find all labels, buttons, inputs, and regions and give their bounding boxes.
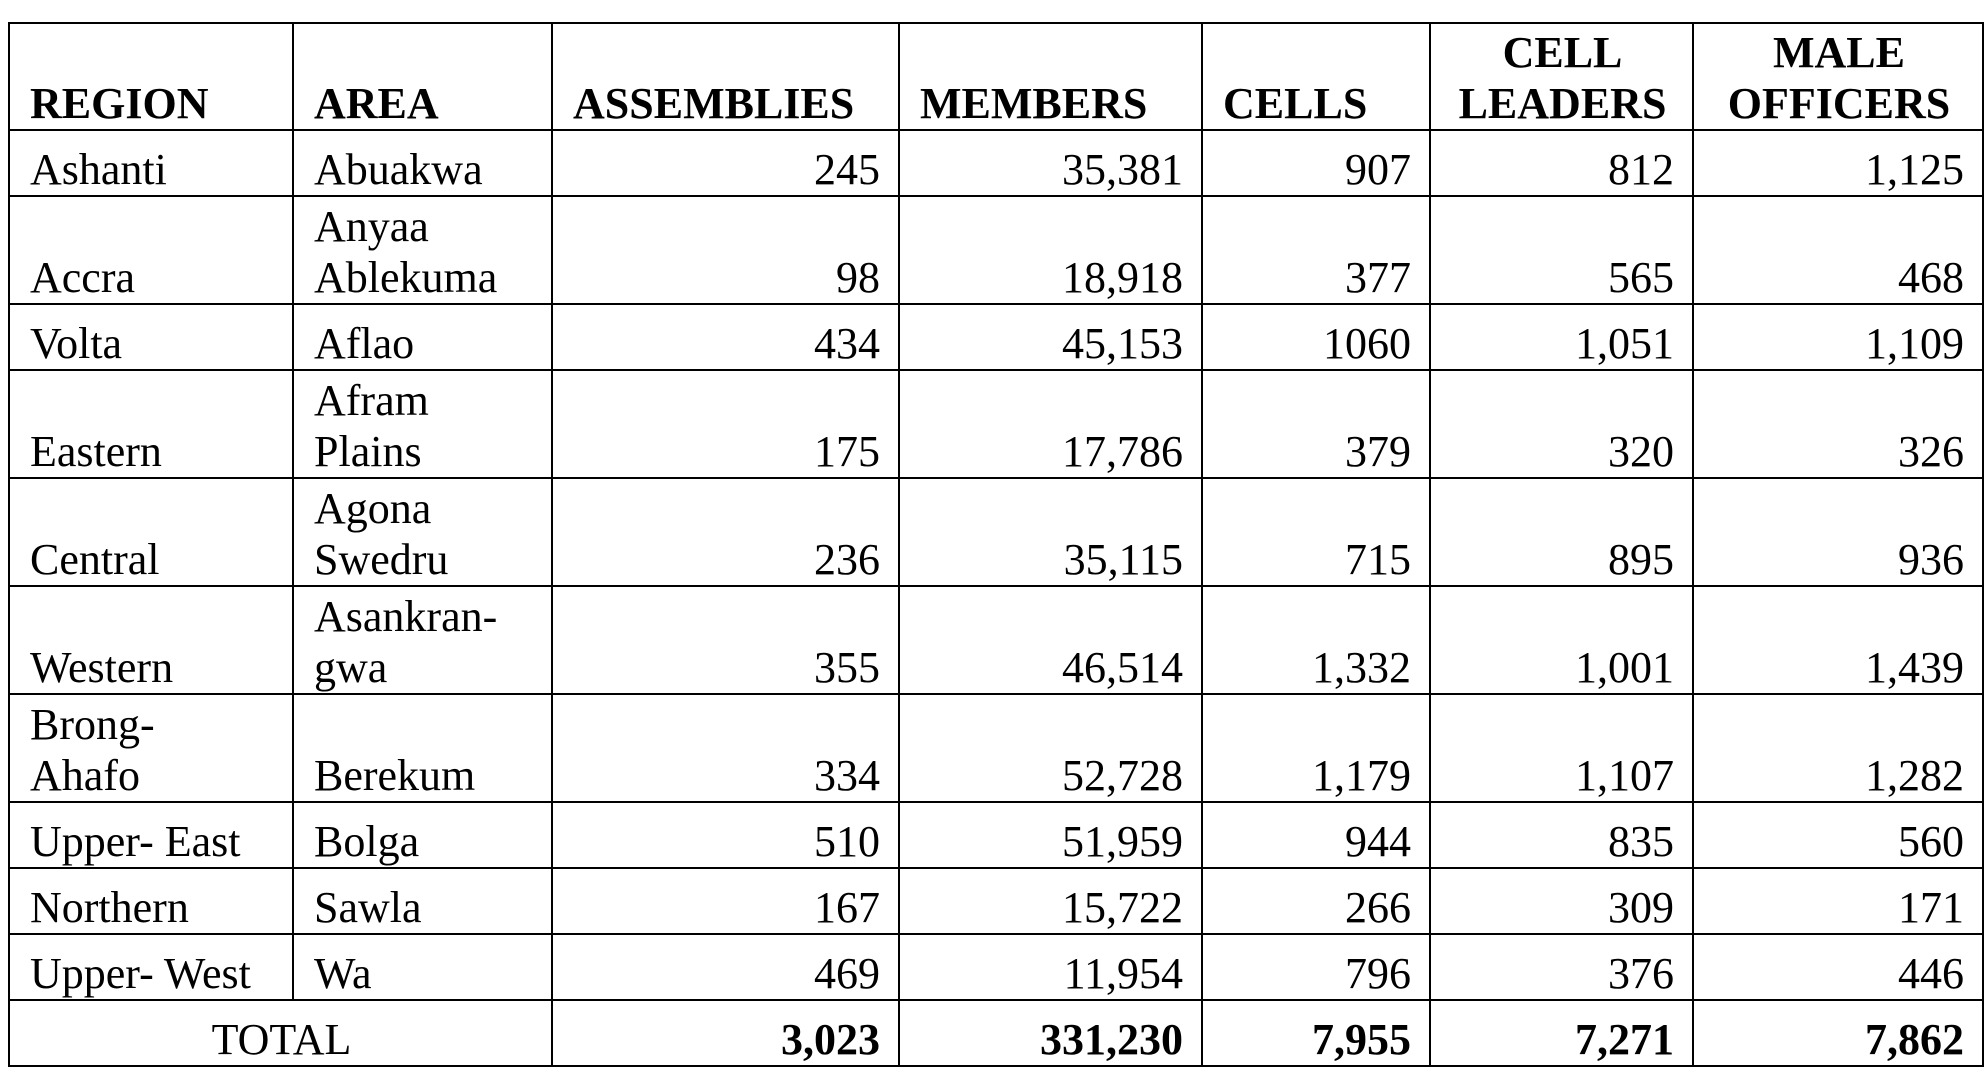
header-area: AREA [293, 23, 552, 130]
male-officers-cell: 1,125 [1693, 130, 1983, 196]
header-assemblies: ASSEMBLIES [552, 23, 899, 130]
cells-cell: 715 [1202, 478, 1430, 586]
total-members: 331,230 [899, 1000, 1202, 1066]
cell-leaders-cell: 1,051 [1430, 304, 1693, 370]
members-cell: 15,722 [899, 868, 1202, 934]
assemblies-cell: 355 [552, 586, 899, 694]
table-row [9, 694, 1983, 802]
area-cell: Bolga [293, 802, 552, 868]
cells-cell: 1,179 [1202, 694, 1430, 802]
assemblies-cell: 236 [552, 478, 899, 586]
region-cell: Central [9, 478, 293, 586]
members-cell: 51,959 [899, 802, 1202, 868]
region-statistics-table [8, 22, 1984, 1067]
total-assemblies: 3,023 [552, 1000, 899, 1066]
region-cell: Brong- Ahafo [9, 694, 293, 802]
male-officers-cell: 1,109 [1693, 304, 1983, 370]
header-cell-leaders: CELL LEADERS [1430, 23, 1693, 130]
cells-cell: 944 [1202, 802, 1430, 868]
table-row [9, 868, 1983, 934]
cells-cell: 1060 [1202, 304, 1430, 370]
area-cell: Wa [293, 934, 552, 1000]
region-cell: Upper- East [9, 802, 293, 868]
members-cell: 18,918 [899, 196, 1202, 304]
members-cell: 35,115 [899, 478, 1202, 586]
header-members: MEMBERS [899, 23, 1202, 130]
total-row [9, 1000, 1983, 1066]
area-cell: Abuakwa [293, 130, 552, 196]
table-row [9, 304, 1983, 370]
area-cell: Asankran- gwa [293, 586, 552, 694]
members-cell: 52,728 [899, 694, 1202, 802]
male-officers-cell: 1,439 [1693, 586, 1983, 694]
region-cell: Western [9, 586, 293, 694]
male-officers-cell: 446 [1693, 934, 1983, 1000]
male-officers-cell: 468 [1693, 196, 1983, 304]
cell-leaders-cell: 565 [1430, 196, 1693, 304]
table-row [9, 478, 1983, 586]
table-row [9, 802, 1983, 868]
assemblies-cell: 334 [552, 694, 899, 802]
assemblies-cell: 510 [552, 802, 899, 868]
assemblies-cell: 434 [552, 304, 899, 370]
region-cell: Upper- West [9, 934, 293, 1000]
members-cell: 46,514 [899, 586, 1202, 694]
total-cells: 7,955 [1202, 1000, 1430, 1066]
total-label: TOTAL [9, 1000, 552, 1066]
area-cell: Afram Plains [293, 370, 552, 478]
cells-cell: 796 [1202, 934, 1430, 1000]
cells-cell: 377 [1202, 196, 1430, 304]
cells-cell: 1,332 [1202, 586, 1430, 694]
members-cell: 35,381 [899, 130, 1202, 196]
area-cell: Anyaa Ablekuma [293, 196, 552, 304]
cell-leaders-cell: 835 [1430, 802, 1693, 868]
region-cell: Northern [9, 868, 293, 934]
cells-cell: 266 [1202, 868, 1430, 934]
header-male-officers: MALE OFFICERS [1693, 23, 1983, 130]
members-cell: 45,153 [899, 304, 1202, 370]
assemblies-cell: 175 [552, 370, 899, 478]
cell-leaders-cell: 1,107 [1430, 694, 1693, 802]
assemblies-cell: 245 [552, 130, 899, 196]
table-row [9, 934, 1983, 1000]
region-cell: Accra [9, 196, 293, 304]
table-row [9, 586, 1983, 694]
region-cell: Volta [9, 304, 293, 370]
members-cell: 17,786 [899, 370, 1202, 478]
male-officers-cell: 1,282 [1693, 694, 1983, 802]
male-officers-cell: 936 [1693, 478, 1983, 586]
cell-leaders-cell: 812 [1430, 130, 1693, 196]
male-officers-cell: 560 [1693, 802, 1983, 868]
region-cell: Ashanti [9, 130, 293, 196]
table-row [9, 370, 1983, 478]
header-region: REGION [9, 23, 293, 130]
cell-leaders-cell: 309 [1430, 868, 1693, 934]
assemblies-cell: 167 [552, 868, 899, 934]
cell-leaders-cell: 320 [1430, 370, 1693, 478]
male-officers-cell: 326 [1693, 370, 1983, 478]
assemblies-cell: 98 [552, 196, 899, 304]
area-cell: Sawla [293, 868, 552, 934]
table-row [9, 130, 1983, 196]
table-row [9, 196, 1983, 304]
cell-leaders-cell: 895 [1430, 478, 1693, 586]
assemblies-cell: 469 [552, 934, 899, 1000]
area-cell: Aflao [293, 304, 552, 370]
header-cells: CELLS [1202, 23, 1430, 130]
total-male-officers: 7,862 [1693, 1000, 1983, 1066]
cell-leaders-cell: 376 [1430, 934, 1693, 1000]
members-cell: 11,954 [899, 934, 1202, 1000]
cell-leaders-cell: 1,001 [1430, 586, 1693, 694]
male-officers-cell: 171 [1693, 868, 1983, 934]
region-cell: Eastern [9, 370, 293, 478]
cells-cell: 907 [1202, 130, 1430, 196]
area-cell: Agona Swedru [293, 478, 552, 586]
total-cell-leaders: 7,271 [1430, 1000, 1693, 1066]
area-cell: Berekum [293, 694, 552, 802]
header-row [9, 23, 1983, 130]
cells-cell: 379 [1202, 370, 1430, 478]
